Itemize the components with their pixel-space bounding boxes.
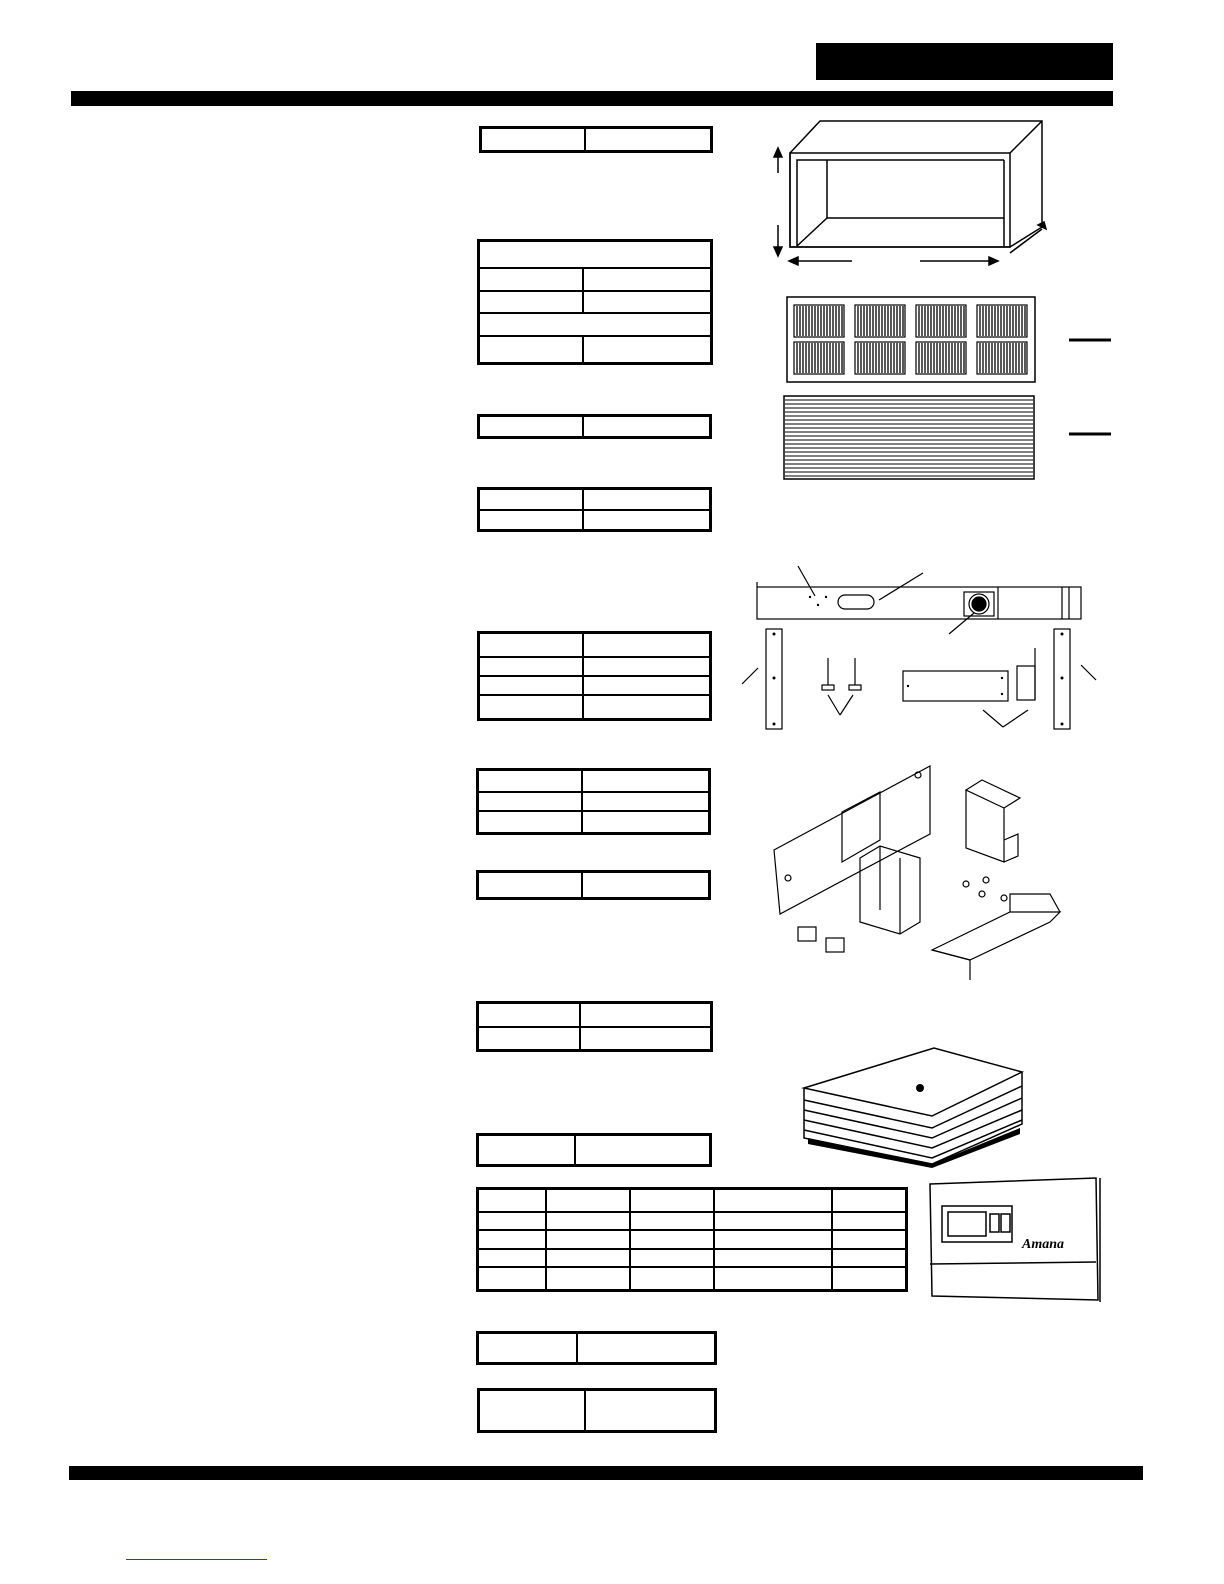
table-row <box>479 510 711 531</box>
table-row <box>478 1230 907 1249</box>
table-2 <box>477 239 713 365</box>
table-cell <box>479 416 584 438</box>
table-row <box>478 1333 716 1364</box>
table-cell <box>478 792 583 810</box>
table-cell <box>479 268 584 290</box>
table-cell <box>580 1003 712 1027</box>
table-cell <box>478 1267 547 1290</box>
table-cell <box>478 811 583 834</box>
table-cell <box>478 1003 581 1027</box>
table-cell <box>583 676 711 695</box>
table-cell <box>478 1249 547 1268</box>
table-cell <box>546 1249 630 1268</box>
table-row <box>479 268 712 290</box>
table-row <box>479 291 712 313</box>
table-cell <box>583 633 711 657</box>
table-cell <box>714 1267 832 1290</box>
table-cell <box>583 416 711 438</box>
table-cell <box>479 336 584 364</box>
table-cell <box>832 1267 907 1290</box>
table-row <box>478 1003 712 1027</box>
table-12 <box>477 1388 717 1433</box>
thermostat-brand-label: Amana <box>1022 1237 1065 1252</box>
table-cell <box>585 1390 716 1432</box>
table-cell <box>630 1189 714 1212</box>
table-row <box>481 128 712 152</box>
table-row <box>479 633 711 657</box>
table-row <box>478 1249 907 1268</box>
table-3 <box>477 414 712 439</box>
table-cell <box>479 291 584 313</box>
table-cell <box>478 770 583 793</box>
table-cell <box>580 1027 712 1051</box>
table-cell <box>546 1267 630 1290</box>
table-row <box>479 676 711 695</box>
table-cell <box>714 1249 832 1268</box>
table-row <box>478 872 710 899</box>
table-cell <box>630 1267 714 1290</box>
table-11 <box>476 1331 717 1365</box>
table-cell <box>479 489 584 510</box>
footer-rule <box>69 1466 1143 1480</box>
table-cell <box>478 1135 576 1166</box>
table-cell <box>582 872 710 899</box>
table-cell <box>478 1212 547 1231</box>
table-cell <box>582 770 710 793</box>
table-cell <box>478 1333 578 1364</box>
table-cell <box>479 633 584 657</box>
interior-grille-drawing <box>786 296 1116 384</box>
table-row <box>479 336 712 364</box>
table-row <box>479 313 712 335</box>
table-cell <box>479 1390 586 1432</box>
table-cell <box>630 1249 714 1268</box>
table-cell <box>583 695 711 719</box>
table-cell <box>479 241 712 269</box>
table-cell <box>481 128 586 152</box>
table-cell <box>582 811 710 834</box>
table-row <box>479 416 711 438</box>
table-cell <box>546 1212 630 1231</box>
table-cell <box>478 1027 581 1051</box>
table-cell <box>479 657 584 676</box>
table-cell <box>714 1212 832 1231</box>
table-1 <box>479 126 713 153</box>
table-10 <box>476 1187 908 1292</box>
table-5 <box>477 631 712 721</box>
table-cell <box>478 872 583 899</box>
table-row <box>479 489 711 510</box>
table-cell <box>585 128 712 152</box>
table-cell <box>582 792 710 810</box>
table-cell <box>583 489 711 510</box>
exterior-grille-drawing <box>783 395 1113 481</box>
table-cell <box>479 510 584 531</box>
table-6 <box>476 768 711 835</box>
wall-thermostat-drawing <box>926 1176 1104 1304</box>
table-cell <box>832 1189 907 1212</box>
table-row <box>478 811 710 834</box>
drain-kit-drawing <box>738 570 1108 735</box>
table-4 <box>477 487 712 532</box>
header-rule <box>71 91 1113 106</box>
table-cell <box>630 1230 714 1249</box>
wall-sleeve-drawing <box>770 115 1060 270</box>
table-cell <box>583 657 711 676</box>
table-cell <box>714 1230 832 1249</box>
table-cell <box>577 1333 716 1364</box>
table-cell <box>479 313 712 335</box>
table-row <box>479 1390 716 1432</box>
header-title-tab <box>816 43 1113 80</box>
table-cell <box>714 1189 832 1212</box>
table-cell <box>832 1230 907 1249</box>
remote-sensor-drawing <box>800 1046 1030 1168</box>
table-row <box>478 792 710 810</box>
table-cell <box>832 1249 907 1268</box>
table-row <box>479 241 712 269</box>
table-row <box>478 770 710 793</box>
table-9 <box>476 1133 712 1167</box>
table-row <box>478 1189 907 1212</box>
table-row <box>478 1212 907 1231</box>
table-row <box>478 1267 907 1290</box>
table-cell <box>583 268 712 290</box>
table-8 <box>476 1001 713 1052</box>
table-row <box>478 1027 712 1051</box>
table-cell <box>478 1189 547 1212</box>
table-cell <box>479 676 584 695</box>
table-cell <box>630 1212 714 1231</box>
table-cell <box>478 1230 547 1249</box>
table-cell <box>546 1230 630 1249</box>
table-cell <box>583 336 712 364</box>
table-cell <box>575 1135 711 1166</box>
table-cell <box>832 1212 907 1231</box>
footer-link[interactable] <box>126 1558 267 1560</box>
table-cell <box>583 291 712 313</box>
table-row <box>478 1135 711 1166</box>
table-7 <box>476 870 711 900</box>
table-cell <box>583 510 711 531</box>
table-cell <box>479 695 584 719</box>
table-row <box>479 695 711 719</box>
table-row <box>479 657 711 676</box>
table-cell <box>546 1189 630 1212</box>
subbase-breaker-kit-drawing <box>770 762 1060 987</box>
